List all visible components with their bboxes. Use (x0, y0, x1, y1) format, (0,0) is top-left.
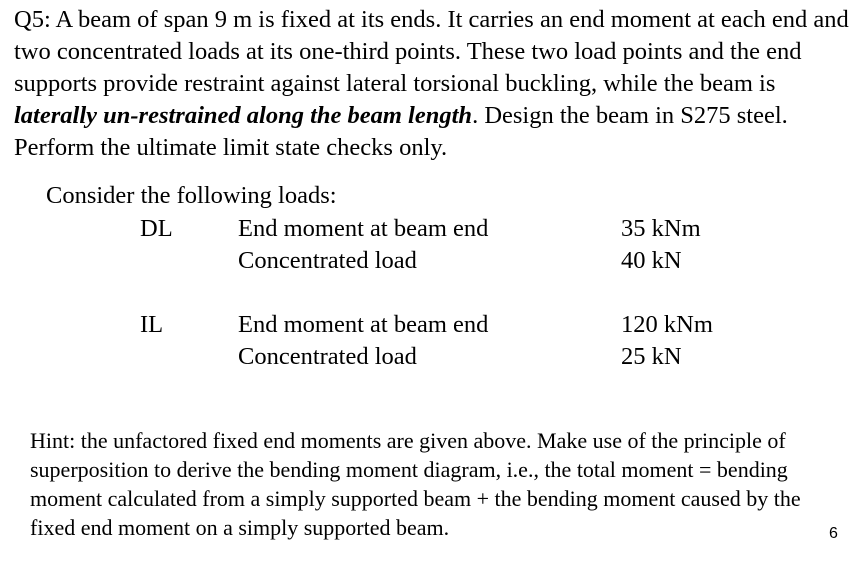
loads-intro: Consider the following loads: (46, 182, 337, 209)
il-concentrated-description: Concentrated load (238, 343, 417, 370)
il-end-moment-row (0, 309, 867, 341)
dl-label: DL (140, 215, 173, 242)
dl-concentrated-value: 40 kN (621, 247, 682, 274)
dl-concentrated-row (0, 245, 867, 277)
question-text-start: Q5: A beam of span 9 m is fixed at its ends. It carries an end moment at each end and two concentrated loads at its one-third points. These two load points and the end supports provide restraint against lateral torsional buckling, while the beam is (14, 6, 849, 97)
il-end-moment-value: 120 kNm (621, 311, 713, 338)
il-concentrated-row (0, 341, 867, 373)
question-text-end: . Design the beam in S275 steel. Perform the ultimate limit state checks only. (14, 102, 788, 161)
dl-end-moment-value: 35 kNm (621, 215, 701, 242)
question-emphasis: laterally un-restrained along the beam length (14, 102, 473, 129)
dl-end-moment-description: End moment at beam end (238, 215, 489, 242)
il-end-moment-description: End moment at beam end (238, 311, 489, 338)
hint-text: Hint: the unfactored fixed end moments are given above. Make use of the principle of superposition to derive the bending moment diagram, i.e., the total moment = bending moment calculated from a simply supported beam + the bending moment caused by the fixed end moment on a simply supported beam. (30, 428, 801, 540)
page-number: 6 (829, 525, 838, 542)
il-label: IL (140, 311, 164, 338)
dl-concentrated-description: Concentrated load (238, 247, 417, 274)
dl-end-moment-row (0, 213, 867, 245)
il-concentrated-value: 25 kN (621, 343, 682, 370)
question-text (14, 4, 864, 164)
